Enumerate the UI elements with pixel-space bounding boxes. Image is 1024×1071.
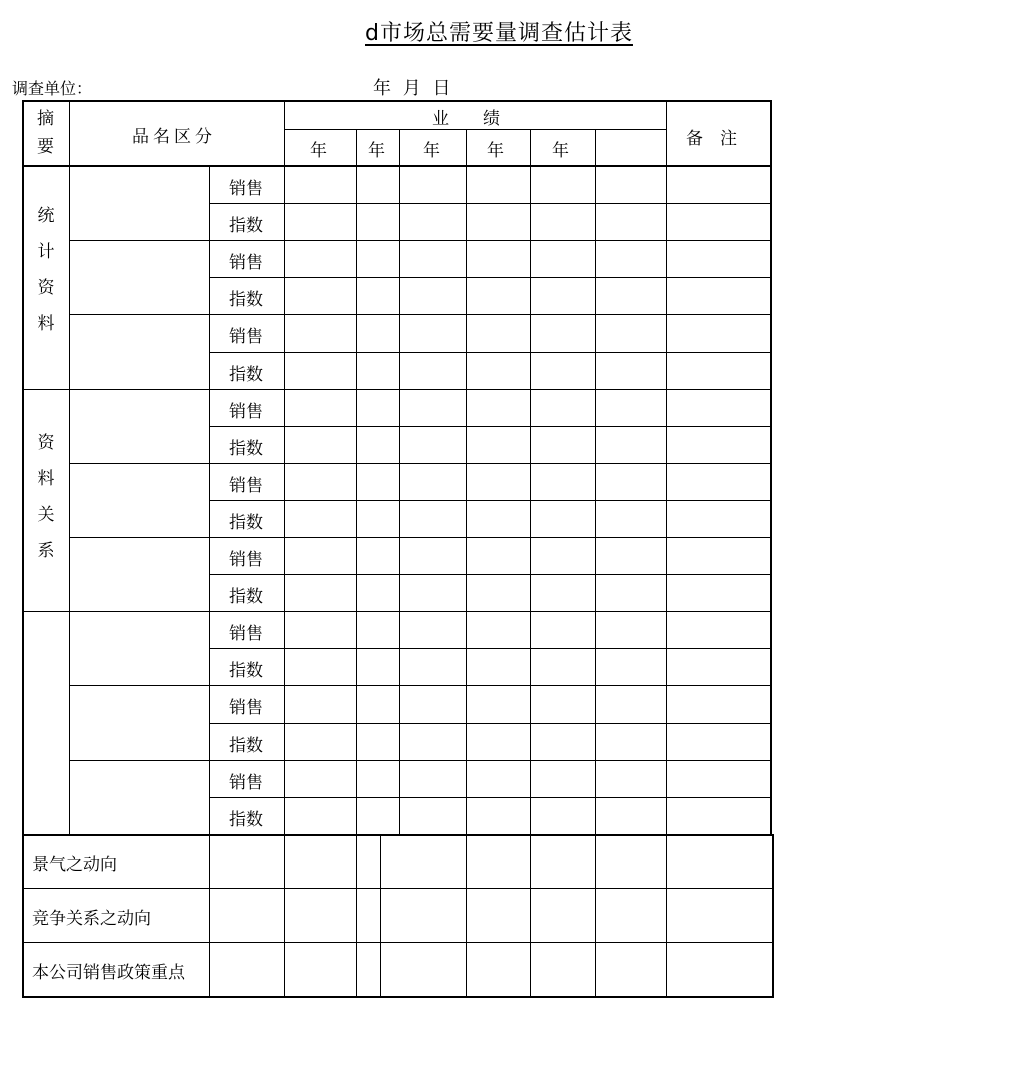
data-cell[interactable] <box>667 574 770 610</box>
section-label-char: 关 <box>37 504 55 525</box>
data-cell[interactable] <box>531 574 595 610</box>
header-summary-char: 要 <box>37 137 54 157</box>
data-cell[interactable] <box>285 389 356 425</box>
data-cell[interactable] <box>357 314 399 350</box>
data-cell[interactable] <box>531 426 595 462</box>
data-cell[interactable] <box>357 389 399 425</box>
data-cell[interactable] <box>667 166 770 202</box>
data-cell[interactable] <box>400 240 466 276</box>
footer-cell[interactable] <box>357 835 380 888</box>
data-cell[interactable] <box>596 537 666 573</box>
data-cell[interactable] <box>531 537 595 573</box>
product-name-cell[interactable] <box>70 760 208 833</box>
footer-cell[interactable] <box>467 943 530 996</box>
data-cell[interactable] <box>357 648 399 684</box>
data-cell[interactable] <box>531 240 595 276</box>
row-type-index: 指数 <box>229 512 263 533</box>
data-cell[interactable] <box>400 685 466 721</box>
data-cell[interactable] <box>400 648 466 684</box>
data-cell[interactable] <box>357 277 399 313</box>
data-cell[interactable] <box>400 537 466 573</box>
row-type-sales: 销售 <box>229 624 263 645</box>
data-cell[interactable] <box>400 797 466 833</box>
data-cell[interactable] <box>357 685 399 721</box>
data-cell[interactable] <box>596 426 666 462</box>
data-cell[interactable] <box>357 426 399 462</box>
data-cell[interactable] <box>531 203 595 239</box>
data-cell[interactable] <box>667 240 770 276</box>
date-label: 年 月 日 <box>373 78 454 99</box>
row-type-index: 指数 <box>229 587 263 608</box>
data-cell[interactable] <box>531 648 595 684</box>
row-type-index: 指数 <box>229 661 263 682</box>
data-cell[interactable] <box>596 389 666 425</box>
section-label-char: 料 <box>37 314 55 335</box>
data-cell[interactable] <box>667 723 770 759</box>
data-cell[interactable] <box>596 352 666 388</box>
product-name-cell[interactable] <box>70 389 208 462</box>
data-cell[interactable] <box>596 723 666 759</box>
product-name-cell[interactable] <box>70 537 208 610</box>
data-cell[interactable] <box>357 723 399 759</box>
data-cell[interactable] <box>667 352 770 388</box>
data-cell[interactable] <box>285 500 356 536</box>
footer-cell[interactable] <box>531 943 595 996</box>
data-cell[interactable] <box>467 574 530 610</box>
footer-cell[interactable] <box>357 889 380 942</box>
performance-divider <box>284 129 666 130</box>
data-cell[interactable] <box>467 314 530 350</box>
data-cell[interactable] <box>357 611 399 647</box>
data-cell[interactable] <box>667 500 770 536</box>
data-cell[interactable] <box>667 426 770 462</box>
footer-cell[interactable] <box>596 943 666 996</box>
data-cell[interactable] <box>531 463 595 499</box>
row-type-sales: 销售 <box>229 253 263 274</box>
product-name-cell[interactable] <box>70 166 208 239</box>
data-cell[interactable] <box>400 314 466 350</box>
data-cell[interactable] <box>400 166 466 202</box>
row-type-sales: 销售 <box>229 327 263 348</box>
data-cell[interactable] <box>467 611 530 647</box>
data-cell[interactable] <box>357 352 399 388</box>
header-year-5: 年 <box>552 141 569 161</box>
data-cell[interactable] <box>285 166 356 202</box>
footer-row-label: 竞争关系之动向 <box>32 909 151 929</box>
section-label-char: 资 <box>37 432 55 453</box>
data-cell[interactable] <box>667 648 770 684</box>
footer-cell[interactable] <box>210 943 284 996</box>
footer-cell[interactable] <box>667 889 772 942</box>
header-year-4: 年 <box>487 141 504 161</box>
data-cell[interactable] <box>285 277 356 313</box>
footer-cell[interactable] <box>381 889 466 942</box>
row-type-sales: 销售 <box>229 475 263 496</box>
data-cell[interactable] <box>400 500 466 536</box>
data-cell[interactable] <box>667 277 770 313</box>
table-border-right <box>770 100 772 834</box>
data-cell[interactable] <box>467 389 530 425</box>
data-cell[interactable] <box>531 611 595 647</box>
row-type-sales: 销售 <box>229 401 263 422</box>
data-cell[interactable] <box>467 685 530 721</box>
data-cell[interactable] <box>596 685 666 721</box>
data-cell[interactable] <box>467 352 530 388</box>
data-cell[interactable] <box>667 537 770 573</box>
product-name-cell[interactable] <box>70 240 208 313</box>
data-cell[interactable] <box>285 723 356 759</box>
data-cell[interactable] <box>467 648 530 684</box>
survey-unit-label: 调查单位： <box>12 79 93 98</box>
data-cell[interactable] <box>467 537 530 573</box>
data-cell[interactable] <box>596 611 666 647</box>
data-cell[interactable] <box>596 648 666 684</box>
data-cell[interactable] <box>285 352 356 388</box>
data-cell[interactable] <box>467 463 530 499</box>
footer-cell[interactable] <box>210 835 284 888</box>
row-type-sales: 销售 <box>229 550 263 570</box>
row-type-index: 指数 <box>229 438 263 459</box>
footer-row-label: 景气之动向 <box>32 855 117 875</box>
data-cell[interactable] <box>285 797 356 833</box>
data-cell[interactable] <box>531 500 595 536</box>
footer-cell[interactable] <box>667 835 772 888</box>
section-label-char: 计 <box>37 242 55 263</box>
footer-cell[interactable] <box>357 943 380 996</box>
table-border-top <box>22 100 772 102</box>
row-type-index: 指数 <box>229 290 263 311</box>
data-cell[interactable] <box>285 760 356 796</box>
data-cell[interactable] <box>667 314 770 350</box>
row-type-index: 指数 <box>229 364 263 385</box>
data-cell[interactable] <box>357 240 399 276</box>
header-remarks: 备 注 <box>686 129 737 149</box>
section-label-char: 统 <box>37 206 55 227</box>
data-cell[interactable] <box>596 166 666 202</box>
footer-row-label: 本公司销售政策重点 <box>32 963 185 983</box>
header-year-3: 年 <box>423 141 440 161</box>
footer-cell[interactable] <box>531 889 595 942</box>
footer-cell[interactable] <box>596 835 666 888</box>
header-summary-char: 摘 <box>37 109 54 129</box>
footer-cell[interactable] <box>381 943 466 996</box>
data-cell[interactable] <box>467 760 530 796</box>
data-cell[interactable] <box>667 797 770 833</box>
footer-cell[interactable] <box>596 889 666 942</box>
data-cell[interactable] <box>531 314 595 350</box>
data-cell[interactable] <box>357 574 399 610</box>
data-cell[interactable] <box>285 685 356 721</box>
data-cell[interactable] <box>400 760 466 796</box>
data-cell[interactable] <box>400 574 466 610</box>
data-cell[interactable] <box>467 723 530 759</box>
data-cell[interactable] <box>531 389 595 425</box>
data-cell[interactable] <box>667 463 770 499</box>
data-cell[interactable] <box>667 203 770 239</box>
data-cell[interactable] <box>531 760 595 796</box>
data-cell[interactable] <box>400 352 466 388</box>
data-cell[interactable] <box>596 500 666 536</box>
row-type-index: 指数 <box>229 216 263 237</box>
data-cell[interactable] <box>596 574 666 610</box>
data-cell[interactable] <box>285 463 356 499</box>
data-cell[interactable] <box>357 797 399 833</box>
data-cell[interactable] <box>400 277 466 313</box>
data-cell[interactable] <box>357 203 399 239</box>
header-product-category: 品名区分 <box>132 127 216 147</box>
data-cell[interactable] <box>467 797 530 833</box>
footer-cell[interactable] <box>381 835 466 888</box>
data-cell[interactable] <box>357 463 399 499</box>
data-cell[interactable] <box>531 723 595 759</box>
data-cell[interactable] <box>467 240 530 276</box>
data-cell[interactable] <box>357 166 399 202</box>
footer-cell[interactable] <box>467 835 530 888</box>
data-cell[interactable] <box>596 277 666 313</box>
footer-cell[interactable] <box>667 943 772 996</box>
data-cell[interactable] <box>596 240 666 276</box>
data-cell[interactable] <box>400 611 466 647</box>
data-cell[interactable] <box>667 611 770 647</box>
footer-cell[interactable] <box>531 835 595 888</box>
header-performance: 业 绩 <box>432 109 500 129</box>
footer-cell[interactable] <box>210 889 284 942</box>
footer-border-right <box>772 834 774 998</box>
data-cell[interactable] <box>400 723 466 759</box>
section-label-char: 系 <box>37 540 55 561</box>
header-year-2: 年 <box>368 141 385 161</box>
row-type-sales: 销售 <box>229 698 263 719</box>
data-cell[interactable] <box>357 537 399 573</box>
table-border-bottom <box>22 996 774 998</box>
data-cell[interactable] <box>467 426 530 462</box>
data-cell[interactable] <box>667 685 770 721</box>
footer-cell[interactable] <box>467 889 530 942</box>
row-type-index: 指数 <box>229 735 263 756</box>
data-cell[interactable] <box>531 685 595 721</box>
data-cell[interactable] <box>531 277 595 313</box>
footer-cell[interactable] <box>285 889 356 942</box>
data-cell[interactable] <box>285 648 356 684</box>
data-cell[interactable] <box>467 500 530 536</box>
data-cell[interactable] <box>400 463 466 499</box>
footer-cell[interactable] <box>285 943 356 996</box>
type-col-rule <box>209 165 210 834</box>
data-cell[interactable] <box>285 203 356 239</box>
section-label-char: 料 <box>37 468 55 489</box>
data-cell[interactable] <box>400 426 466 462</box>
data-cell[interactable] <box>667 760 770 796</box>
data-cell[interactable] <box>596 463 666 499</box>
data-cell[interactable] <box>285 240 356 276</box>
row-type-sales: 销售 <box>229 772 263 793</box>
data-cell[interactable] <box>531 797 595 833</box>
product-name-cell[interactable] <box>70 611 208 684</box>
row-type-sales: 销售 <box>229 179 263 199</box>
data-cell[interactable] <box>400 203 466 239</box>
data-cell[interactable] <box>467 166 530 202</box>
data-cell[interactable] <box>285 574 356 610</box>
data-cell[interactable] <box>667 389 770 425</box>
data-cell[interactable] <box>596 760 666 796</box>
data-cell[interactable] <box>357 760 399 796</box>
data-cell[interactable] <box>596 314 666 350</box>
data-cell[interactable] <box>531 166 595 202</box>
table-border-left <box>22 100 24 998</box>
row-type-index: 指数 <box>229 809 263 830</box>
data-cell[interactable] <box>400 389 466 425</box>
section-label-char: 资 <box>37 278 55 299</box>
data-cell[interactable] <box>531 352 595 388</box>
data-cell[interactable] <box>357 500 399 536</box>
data-cell[interactable] <box>596 797 666 833</box>
data-cell[interactable] <box>467 203 530 239</box>
data-cell[interactable] <box>285 537 356 573</box>
header-year-1: 年 <box>310 141 327 161</box>
data-cell[interactable] <box>596 203 666 239</box>
footer-cell[interactable] <box>285 835 356 888</box>
product-name-cell[interactable] <box>70 463 208 536</box>
product-name-cell[interactable] <box>70 685 208 758</box>
document-title: d市场总需要量调查估计表 <box>365 21 633 46</box>
data-cell[interactable] <box>285 611 356 647</box>
data-cell[interactable] <box>467 277 530 313</box>
data-cell[interactable] <box>285 314 356 350</box>
product-name-cell[interactable] <box>70 314 208 387</box>
data-cell[interactable] <box>285 426 356 462</box>
